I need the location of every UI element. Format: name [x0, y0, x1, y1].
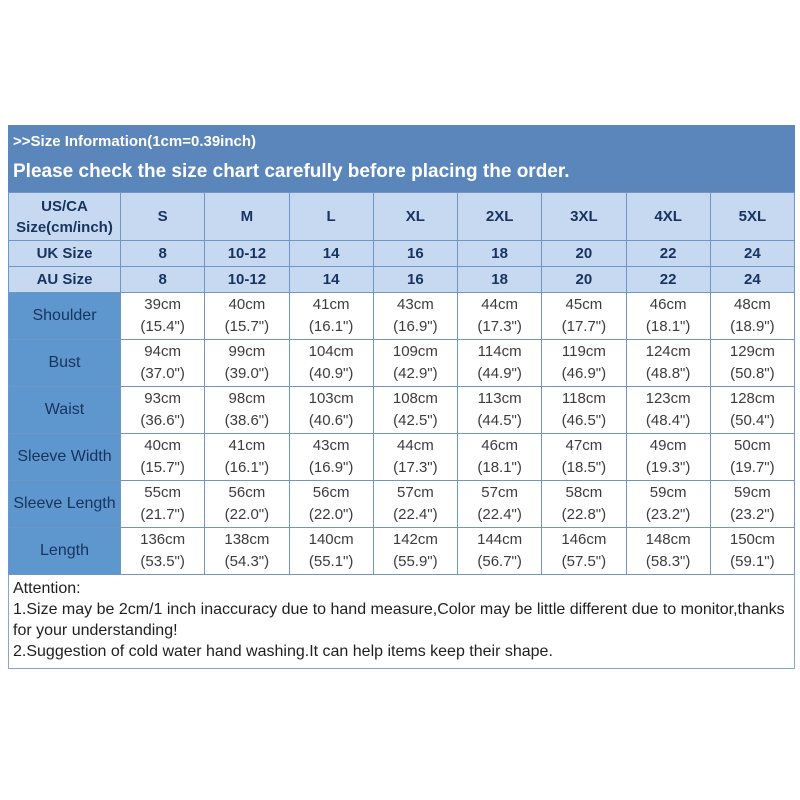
measurement-cell [542, 293, 626, 340]
measurement-cell [373, 528, 457, 575]
measurement-cell [121, 481, 205, 528]
corner-line-2: Size(cm/inch) [16, 218, 113, 236]
measurement-cell [205, 387, 289, 434]
cm-value: 123cm [645, 390, 691, 407]
cm-value: 44cm [481, 296, 518, 313]
cm-value: 114cm [477, 343, 522, 360]
header-band [8, 125, 795, 192]
inch-value: (16.1") [224, 459, 270, 476]
measurement-cell [626, 293, 710, 340]
measurement-cell [121, 528, 205, 575]
measurement-cell [710, 434, 794, 481]
measurement-cell [373, 481, 457, 528]
inch-value: (22.0") [224, 506, 270, 523]
measurement-cell [205, 340, 289, 387]
inch-value: (19.7") [730, 459, 775, 476]
size-cell: 20 [542, 267, 626, 293]
inch-value: (22.4") [477, 506, 522, 523]
cm-value: 47cm [565, 437, 603, 454]
cm-value: 40cm [228, 296, 266, 313]
cm-value: 118cm [561, 390, 606, 407]
measurement-row [9, 528, 795, 575]
measurement-row-label: Sleeve Width [9, 434, 121, 481]
cm-value: 94cm [144, 343, 181, 360]
measurement-cell [205, 528, 289, 575]
measurement-cell [289, 387, 373, 434]
cm-value: 146cm [561, 531, 607, 548]
size-table [8, 192, 795, 575]
cm-value: 140cm [308, 531, 354, 548]
inch-value: (15.7") [140, 459, 185, 476]
inch-value: (15.4") [140, 318, 185, 335]
cm-value: 128cm [729, 390, 775, 407]
inch-value: (16.9") [393, 318, 438, 335]
corner-cell [9, 193, 121, 241]
measurement-cell [542, 434, 626, 481]
column-header: M [205, 193, 289, 241]
cm-value: 59cm [734, 484, 771, 501]
measurement-cell [626, 528, 710, 575]
inch-value: (15.7") [224, 318, 270, 335]
inch-value: (42.9") [393, 365, 438, 382]
cm-value: 150cm [729, 531, 775, 548]
measurement-cell [710, 528, 794, 575]
column-header: L [289, 193, 373, 241]
measurement-cell [710, 387, 794, 434]
au-size-row [9, 267, 795, 293]
size-chart [8, 125, 795, 669]
inch-value: (22.0") [308, 506, 354, 523]
inch-value: (22.4") [393, 506, 438, 523]
cm-value: 119cm [561, 343, 606, 360]
measurement-cell [373, 340, 457, 387]
cm-value: 56cm [228, 484, 266, 501]
inch-value: (18.9") [730, 318, 775, 335]
attention-box [8, 575, 795, 669]
measurement-row-label: Length [9, 528, 121, 575]
cm-value: 43cm [312, 437, 350, 454]
inch-value: (48.8") [645, 365, 691, 382]
column-header: XL [373, 193, 457, 241]
inch-value: (36.6") [140, 412, 185, 429]
measurement-cell [626, 387, 710, 434]
size-cell: 22 [626, 267, 710, 293]
cm-value: 104cm [308, 343, 354, 360]
inch-value: (37.0") [140, 365, 185, 382]
cm-value: 109cm [392, 343, 438, 360]
cm-value: 99cm [228, 343, 266, 360]
measurement-cell [289, 293, 373, 340]
measurement-cell [121, 293, 205, 340]
measurement-cell [458, 528, 542, 575]
attention-line: 2.Suggestion of cold water hand washing.It can help items keep their shape. [13, 643, 553, 660]
inch-value: (54.3") [224, 553, 270, 570]
cm-value: 124cm [645, 343, 691, 360]
cm-value: 43cm [397, 296, 434, 313]
measurement-cell [121, 434, 205, 481]
measurement-row [9, 434, 795, 481]
cm-value: 48cm [734, 296, 771, 313]
inch-value: (17.3") [393, 459, 438, 476]
size-cell: 14 [289, 241, 373, 267]
cm-value: 144cm [477, 531, 523, 548]
size-cell: 18 [458, 267, 542, 293]
measurement-row-label: Bust [9, 340, 121, 387]
measurement-cell [121, 340, 205, 387]
inch-value: (21.7") [140, 506, 185, 523]
inch-value: (19.3") [645, 459, 691, 476]
inch-value: (18.1") [645, 318, 691, 335]
inch-value: (50.4") [730, 412, 775, 429]
inch-value: (58.3") [645, 553, 691, 570]
size-cell: 16 [373, 267, 457, 293]
size-cell: 18 [458, 241, 542, 267]
measurement-row [9, 340, 795, 387]
measurement-cell [289, 528, 373, 575]
measurement-cell [458, 340, 542, 387]
measurement-row [9, 387, 795, 434]
measurement-cell [373, 434, 457, 481]
inch-value: (38.6") [224, 412, 270, 429]
cm-value: 45cm [565, 296, 603, 313]
cm-value: 148cm [645, 531, 691, 548]
size-info-title: >>Size Information(1cm=0.39inch) [13, 133, 256, 150]
measurement-cell [710, 340, 794, 387]
measurement-cell [458, 387, 542, 434]
inch-value: (16.9") [308, 459, 354, 476]
measurement-cell [710, 481, 794, 528]
inch-value: (18.5") [561, 459, 607, 476]
inch-value: (48.4") [645, 412, 691, 429]
cm-value: 41cm [228, 437, 266, 454]
cm-value: 142cm [392, 531, 438, 548]
measurement-cell [205, 434, 289, 481]
cm-value: 103cm [308, 390, 354, 407]
column-header: S [121, 193, 205, 241]
measurement-cell [373, 293, 457, 340]
measurement-cell [289, 434, 373, 481]
cm-value: 39cm [144, 296, 181, 313]
cm-value: 46cm [481, 437, 518, 454]
cm-value: 56cm [312, 484, 350, 501]
measurement-row-label: Shoulder [9, 293, 121, 340]
inch-value: (55.1") [308, 553, 354, 570]
measurement-row-label: Sleeve Length [9, 481, 121, 528]
cm-value: 108cm [392, 390, 438, 407]
inch-value: (50.8") [730, 365, 775, 382]
attention-title: Attention: [13, 580, 81, 597]
size-cell: 14 [289, 267, 373, 293]
column-header: 2XL [458, 193, 542, 241]
inch-value: (18.1") [477, 459, 522, 476]
corner-line-1: US/CA [41, 197, 88, 215]
inch-value: (17.3") [477, 318, 522, 335]
measurement-cell [542, 340, 626, 387]
inch-value: (23.2") [645, 506, 691, 523]
measurement-cell [542, 528, 626, 575]
size-check-warning: Please check the size chart carefully before placing the order. [13, 161, 570, 182]
cm-value: 46cm [649, 296, 687, 313]
size-cell: 22 [626, 241, 710, 267]
inch-value: (23.2") [730, 506, 775, 523]
column-header-row [9, 193, 795, 241]
inch-value: (40.9") [308, 365, 354, 382]
column-header: 4XL [626, 193, 710, 241]
size-cell: 8 [121, 241, 205, 267]
inch-value: (17.7") [561, 318, 607, 335]
measurement-cell [458, 481, 542, 528]
measurement-cell [626, 340, 710, 387]
cm-value: 57cm [397, 484, 434, 501]
cm-value: 98cm [228, 390, 266, 407]
cm-value: 138cm [224, 531, 270, 548]
inch-value: (57.5") [561, 553, 607, 570]
size-cell: 10-12 [205, 267, 289, 293]
column-header: 3XL [542, 193, 626, 241]
measurement-row [9, 481, 795, 528]
inch-value: (53.5") [140, 553, 185, 570]
cm-value: 50cm [734, 437, 771, 454]
measurement-cell [289, 340, 373, 387]
cm-value: 57cm [481, 484, 518, 501]
attention-line: 1.Size may be 2cm/1 inch inaccuracy due to hand measure,Color may be little different due to monitor,thanks for your understanding! [13, 601, 785, 639]
measurement-cell [626, 434, 710, 481]
size-cell: 20 [542, 241, 626, 267]
inch-value: (39.0") [224, 365, 270, 382]
cm-value: 40cm [144, 437, 181, 454]
measurement-cell [373, 387, 457, 434]
measurement-cell [458, 293, 542, 340]
column-header: 5XL [710, 193, 794, 241]
cm-value: 129cm [729, 343, 775, 360]
inch-value: (46.5") [561, 412, 607, 429]
measurement-cell [710, 293, 794, 340]
measurement-cell [542, 481, 626, 528]
measurement-cell [205, 481, 289, 528]
inch-value: (59.1") [730, 553, 775, 570]
inch-value: (44.5") [477, 412, 522, 429]
size-cell: 10-12 [205, 241, 289, 267]
inch-value: (56.7") [477, 553, 522, 570]
cm-value: 55cm [144, 484, 181, 501]
measurement-row [9, 293, 795, 340]
measurement-cell [458, 434, 542, 481]
size-cell: 16 [373, 241, 457, 267]
measurement-cell [289, 481, 373, 528]
measurement-cell [121, 387, 205, 434]
inch-value: (55.9") [393, 553, 438, 570]
uk-size-row [9, 241, 795, 267]
size-cell: 24 [710, 241, 794, 267]
size-row-label: UK Size [9, 241, 121, 267]
cm-value: 136cm [140, 531, 186, 548]
size-cell: 8 [121, 267, 205, 293]
cm-value: 59cm [649, 484, 687, 501]
cm-value: 113cm [477, 390, 522, 407]
measurement-cell [205, 293, 289, 340]
measurement-cell [626, 481, 710, 528]
inch-value: (42.5") [393, 412, 438, 429]
inch-value: (44.9") [477, 365, 522, 382]
cm-value: 41cm [312, 296, 350, 313]
cm-value: 44cm [397, 437, 434, 454]
measurement-cell [542, 387, 626, 434]
cm-value: 58cm [565, 484, 603, 501]
inch-value: (16.1") [308, 318, 354, 335]
cm-value: 93cm [144, 390, 181, 407]
inch-value: (22.8") [561, 506, 607, 523]
cm-value: 49cm [649, 437, 687, 454]
inch-value: (46.9") [561, 365, 607, 382]
size-row-label: AU Size [9, 267, 121, 293]
inch-value: (40.6") [308, 412, 354, 429]
size-cell: 24 [710, 267, 794, 293]
measurement-row-label: Waist [9, 387, 121, 434]
size-table-body [9, 241, 795, 575]
